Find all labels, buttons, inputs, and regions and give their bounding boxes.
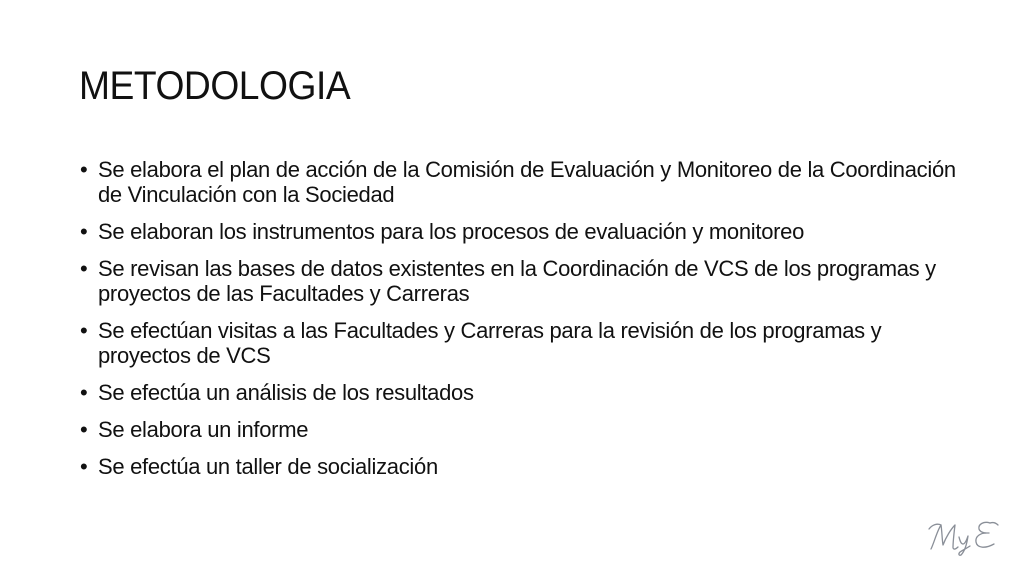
list-item xyxy=(80,256,960,306)
list-item xyxy=(80,417,960,442)
bullet-dot-icon: • xyxy=(80,454,88,479)
list-item xyxy=(80,318,960,368)
bullet-dot-icon: • xyxy=(80,219,88,244)
list-item xyxy=(80,380,960,405)
bullet-text: Se efectúa un taller de socialización xyxy=(98,454,438,479)
bullet-dot-icon: • xyxy=(80,417,88,442)
slide-title: METODOLOGIA xyxy=(79,64,351,108)
bullet-dot-icon: • xyxy=(80,157,88,182)
bullet-text: Se elabora un informe xyxy=(98,417,309,442)
bullet-text: Se revisan las bases de datos existentes en la Coordinación de VCS de los programas y proyectos de las Facultades y Carreras xyxy=(98,256,936,306)
bullet-text: Se elaboran los instrumentos para los procesos de evaluación y monitoreo xyxy=(98,219,805,244)
list-item xyxy=(80,157,960,207)
list-item xyxy=(80,219,960,244)
bullet-text: Se efectúan visitas a las Facultades y Carreras para la revisión de los programas y proyectos de VCS xyxy=(98,318,882,368)
bullet-list xyxy=(80,157,960,491)
bullet-dot-icon: • xyxy=(80,318,88,343)
bullet-dot-icon: • xyxy=(80,380,88,405)
bullet-text: Se elabora el plan de acción de la Comisión de Evaluación y Monitoreo de la Coordinación de Vinculación con la Sociedad xyxy=(98,157,956,207)
bullet-text: Se efectúa un análisis de los resultados xyxy=(98,380,474,405)
bullet-dot-icon: • xyxy=(80,256,88,281)
list-item xyxy=(80,454,960,479)
mye-logo xyxy=(928,517,1000,557)
